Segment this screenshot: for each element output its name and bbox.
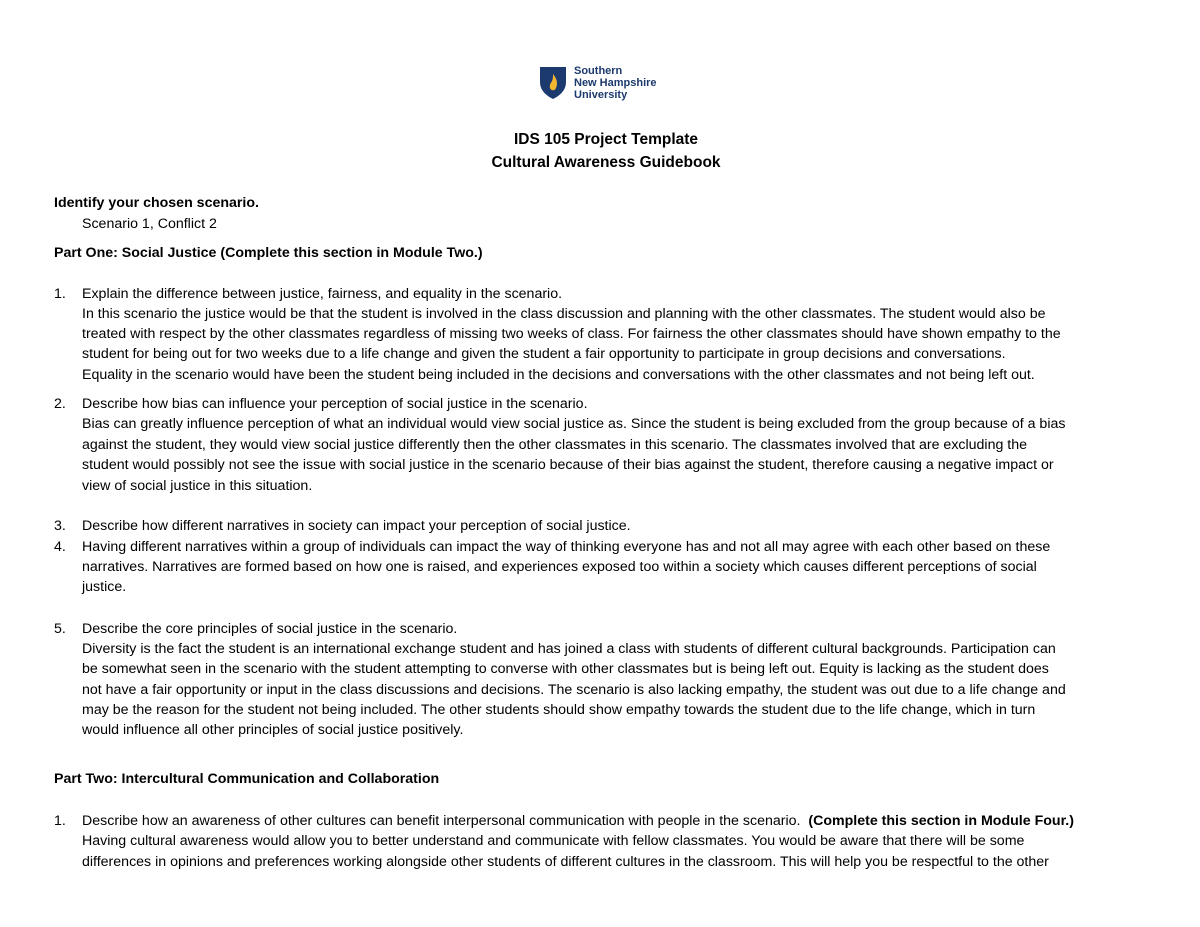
list-number: 3.	[54, 518, 66, 534]
answer-line: narratives. Narratives are formed based on how one is raised, and experiences exposed too within a society which causes different perceptions of social	[82, 559, 1037, 575]
university-logo	[539, 64, 669, 104]
logo-text-line2: New Hampshire	[574, 77, 657, 89]
question-text: Describe how different narratives in society can impact your perception of social justice.	[82, 518, 631, 534]
answer-line: view of social justice in this situation.	[82, 478, 313, 494]
question-text	[82, 811, 1074, 831]
answer-line: Equality in the scenario would have been the student being included in the decisions and conversations with the other classmates and not being left out.	[82, 367, 1035, 383]
list-number: 1.	[54, 813, 66, 829]
answer-line: student for being out for two weeks due to a life change and given the student a fair opportunity to participate in group decisions and conversations.	[82, 346, 1006, 362]
list-number: 4.	[54, 539, 66, 555]
answer-line: Having different narratives within a group of individuals can impact the way of thinking everyone has and not all may agree with each other based on these	[82, 539, 1051, 555]
question-text-main: Describe how an awareness of other cultures can benefit interpersonal communication with people in the scenario.	[82, 813, 801, 829]
answer-line: differences in opinions and preferences working alongside other students of different cultures in the classroom. This will help you be respectful to the other	[82, 854, 1049, 870]
answer-line: may be the reason for the student not being included. The other students should show empathy towards the student due to the life change, which in turn	[82, 702, 1036, 718]
shield-flame-icon	[539, 66, 567, 100]
scenario-heading: Identify your chosen scenario.	[54, 195, 259, 211]
list-number: 2.	[54, 396, 66, 412]
part-one-heading: Part One: Social Justice (Complete this section in Module Two.)	[54, 245, 483, 261]
answer-line: treated with respect by the other classmates regardless of missing two weeks of class. For fairness the other classmates should have shown empathy to the	[82, 326, 1061, 342]
answer-line: In this scenario the justice would be that the student is involved in the class discussion and planning with the other classmates. The student would also be	[82, 306, 1046, 322]
answer-line: Having cultural awareness would allow you to better understand and communicate with fellow classmates. You would be aware that there will be some	[82, 833, 1025, 849]
document-title: IDS 105 Project Template	[513, 131, 699, 148]
question-text: Describe the core principles of social justice in the scenario.	[82, 621, 458, 637]
answer-line: student would possibly not see the issue with social justice in the scenario because of their bias against the student, therefore causing a negative impact or	[82, 457, 1054, 473]
answer-line: not have a fair opportunity or input in the class discussions and decisions. The scenario is also lacking empathy, the student was out due to a life change and	[82, 682, 1066, 698]
scenario-answer: Scenario 1, Conflict 2	[82, 216, 217, 232]
part-two-heading: Part Two: Intercultural Communication and Collaboration	[54, 771, 440, 787]
answer-line: Diversity is the fact the student is an international exchange student and has joined a class with students of different cultural backgrounds. Participation can	[82, 641, 1056, 657]
answer-line: against the student, they would view social justice differently then the other classmates in this scenario. The classmates involved that are excluding the	[82, 437, 1028, 453]
logo-text-line3: University	[574, 89, 628, 101]
logo-text-line1: Southern	[574, 65, 623, 77]
question-text: Explain the difference between justice, fairness, and equality in the scenario.	[82, 286, 563, 302]
answer-line: Bias can greatly influence perception of what an individual would view social justice as. Since the student is being excluded from the group because of a bias	[82, 416, 1066, 432]
list-number: 1.	[54, 286, 66, 302]
answer-line: would influence all other principles of social justice positively.	[82, 722, 464, 738]
list-number: 5.	[54, 621, 66, 637]
answer-line: justice.	[82, 579, 127, 595]
question-text: Describe how bias can influence your perception of social justice in the scenario.	[82, 396, 588, 412]
answer-line: be somewhat seen in the scenario with the student attempting to converse with other classmates but is being left out. Equity is lacking as the student does	[82, 661, 1049, 677]
document-titles	[0, 128, 1200, 174]
module-note: (Complete this section in Module Four.)	[808, 813, 1074, 829]
document-subtitle: Cultural Awareness Guidebook	[491, 154, 721, 171]
